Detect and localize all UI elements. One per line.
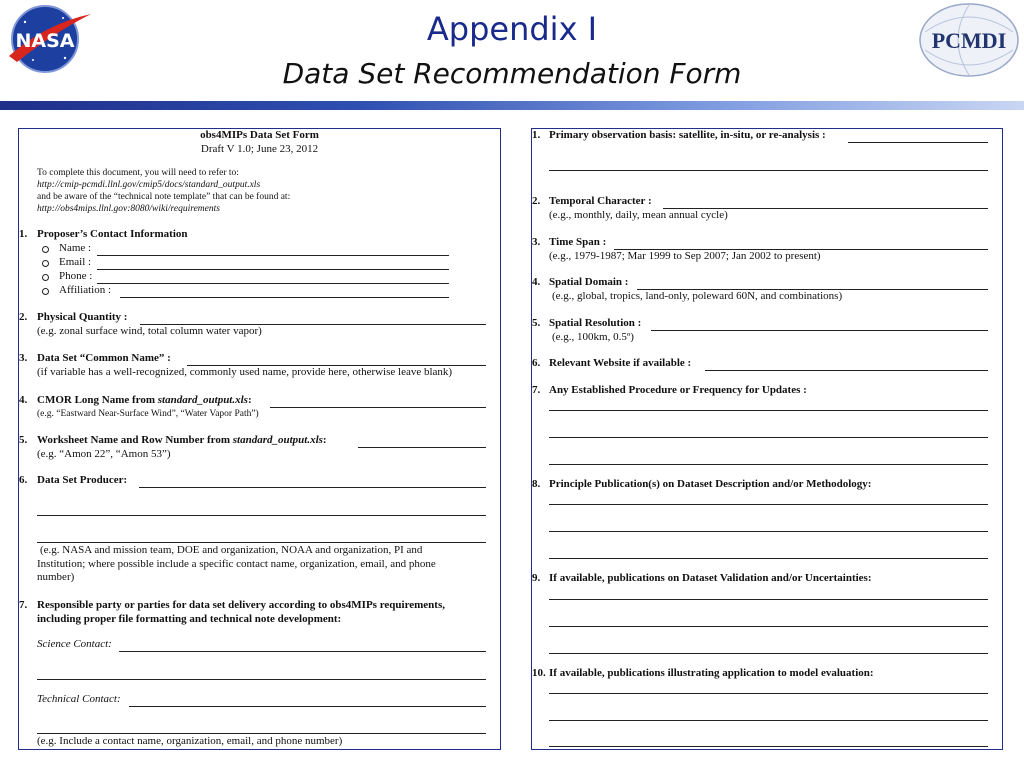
validation-publications-field[interactable] [549, 626, 988, 627]
model-evaluation-field[interactable] [549, 693, 988, 694]
q2-number: 2. [19, 311, 28, 323]
r7-number: 7. [532, 384, 541, 396]
observation-basis-field[interactable] [549, 170, 988, 171]
r3-label: Time Span : [549, 236, 607, 248]
updates-field[interactable] [549, 437, 988, 438]
r10-label: If available, publications illustrating application to model evaluation: [549, 667, 874, 679]
form-page-right [531, 128, 1003, 750]
updates-field[interactable] [549, 410, 988, 411]
science-contact-field[interactable] [119, 651, 486, 652]
r10-number: 10. [532, 667, 546, 679]
svg-text:PCMDI: PCMDI [931, 28, 1007, 53]
principle-publications-field[interactable] [549, 504, 988, 505]
q6-number: 6. [19, 474, 28, 486]
r4-hint: (e.g., global, tropics, land-only, poleward 60N, and combinations) [552, 290, 843, 302]
intro-line: and be aware of the “technical note template” that can be found at: [37, 192, 291, 202]
data-producer-field[interactable] [37, 515, 486, 516]
r8-label: Principle Publication(s) on Dataset Description and/or Methodology: [549, 478, 872, 490]
phone-label: Phone : [59, 270, 93, 282]
r7-label: Any Established Procedure or Frequency for Updates : [549, 384, 807, 396]
observation-basis-field[interactable] [848, 142, 988, 143]
q7-label: Responsible party or parties for data set delivery according to obs4MIPs requirements, [37, 599, 445, 611]
q3-label: Data Set “Common Name” : [37, 352, 171, 364]
email-field[interactable] [97, 269, 449, 270]
model-evaluation-field[interactable] [549, 720, 988, 721]
technical-contact-label: Technical Contact: [37, 693, 121, 705]
name-label: Name : [59, 242, 92, 254]
website-field[interactable] [705, 370, 988, 371]
r3-number: 3. [532, 236, 541, 248]
data-producer-field[interactable] [37, 542, 486, 543]
q3-number: 3. [19, 352, 28, 364]
q4-label: CMOR Long Name from standard_output.xls: [37, 394, 252, 406]
q3-hint: (if variable has a well-recognized, commonly used name, provide here, otherwise leave blank) [37, 366, 453, 378]
form-heading: obs4MIPs Data Set Form [200, 129, 319, 141]
data-producer-field[interactable] [139, 487, 486, 488]
r5-number: 5. [532, 317, 541, 329]
header-divider-bar [0, 101, 1024, 110]
bullet-icon [42, 288, 49, 295]
q6-hint: (e.g. NASA and mission team, DOE and organization, NOAA and organization, PI and [40, 544, 423, 556]
r3-hint: (e.g., 1979-1987; Mar 1999 to Sep 2007; Jan 2002 to present) [549, 250, 821, 262]
bullet-icon [42, 246, 49, 253]
bullet-icon [42, 260, 49, 267]
science-contact-label: Science Contact: [37, 638, 112, 650]
phone-field[interactable] [97, 283, 449, 284]
bullet-icon [42, 274, 49, 281]
q4-number: 4. [19, 394, 28, 406]
requirements-link[interactable]: http://obs4mips.llnl.gov:8080/wiki/requirements [37, 204, 220, 214]
q5-number: 5. [19, 434, 28, 446]
q6-label: Data Set Producer: [37, 474, 128, 486]
updates-field[interactable] [549, 464, 988, 465]
model-evaluation-field[interactable] [549, 746, 988, 747]
name-field[interactable] [97, 255, 449, 256]
q4-hint: (e.g. “Eastward Near-Surface Wind”, “Water Vapor Path”) [37, 409, 259, 419]
principle-publications-field[interactable] [549, 531, 988, 532]
form-version: Draft V 1.0; June 23, 2012 [200, 143, 319, 155]
q2-hint: (e.g. zonal surface wind, total column water vapor) [37, 325, 262, 337]
affiliation-label: Affiliation : [59, 284, 112, 296]
cmor-long-name-field[interactable] [270, 407, 486, 408]
pcmdi-logo [917, 2, 1021, 78]
science-contact-field[interactable] [37, 679, 486, 680]
r5-label: Spatial Resolution : [549, 317, 642, 329]
r4-number: 4. [532, 276, 541, 288]
slide-title: Appendix I [426, 10, 598, 48]
q2-label: Physical Quantity : [37, 311, 128, 323]
r6-label: Relevant Website if available : [549, 357, 692, 369]
r9-number: 9. [532, 572, 541, 584]
r2-hint: (e.g., monthly, daily, mean annual cycle) [549, 209, 728, 221]
validation-publications-field[interactable] [549, 653, 988, 654]
spatial-resolution-field[interactable] [651, 330, 988, 331]
r4-label: Spatial Domain : [549, 276, 629, 288]
form-page-left [18, 128, 501, 750]
r2-number: 2. [532, 195, 541, 207]
standard-output-link[interactable]: http://cmip-pcmdi.llnl.gov/cmip5/docs/standard_output.xls [37, 180, 261, 190]
svg-text:NASA: NASA [15, 30, 75, 52]
q6-hint: Institution; where possible include a specific contact name, organization, email, and phone [37, 558, 436, 570]
q6-hint: number) [37, 571, 75, 583]
slide-subtitle: Data Set Recommendation Form [282, 57, 742, 90]
q5-hint: (e.g. “Amon 22”, “Amon 53”) [37, 448, 171, 460]
q1-number: 1. [19, 228, 28, 240]
email-label: Email : [59, 256, 92, 268]
r5-hint: (e.g., 100km, 0.5º) [552, 331, 634, 343]
r1-label: Primary observation basis: satellite, in-situ, or re-analysis : [549, 129, 826, 141]
r1-number: 1. [532, 129, 541, 141]
worksheet-row-field[interactable] [358, 447, 486, 448]
affiliation-field[interactable] [120, 297, 449, 298]
r2-label: Temporal Character : [549, 195, 652, 207]
r8-number: 8. [532, 478, 541, 490]
r6-number: 6. [532, 357, 541, 369]
q1-label: Proposer’s Contact Information [37, 228, 188, 240]
technical-contact-field[interactable] [129, 706, 486, 707]
q7-number: 7. [19, 599, 28, 611]
q7-hint: (e.g. Include a contact name, organization, email, and phone number) [37, 735, 343, 747]
intro-line: To complete this document, you will need to refer to: [37, 168, 239, 178]
technical-contact-field[interactable] [37, 733, 486, 734]
q5-label: Worksheet Name and Row Number from standard_output.xls: [37, 434, 327, 446]
validation-publications-field[interactable] [549, 599, 988, 600]
r9-label: If available, publications on Dataset Validation and/or Uncertainties: [549, 572, 872, 584]
q7-label: including proper file formatting and technical note development: [37, 613, 342, 625]
principle-publications-field[interactable] [549, 558, 988, 559]
